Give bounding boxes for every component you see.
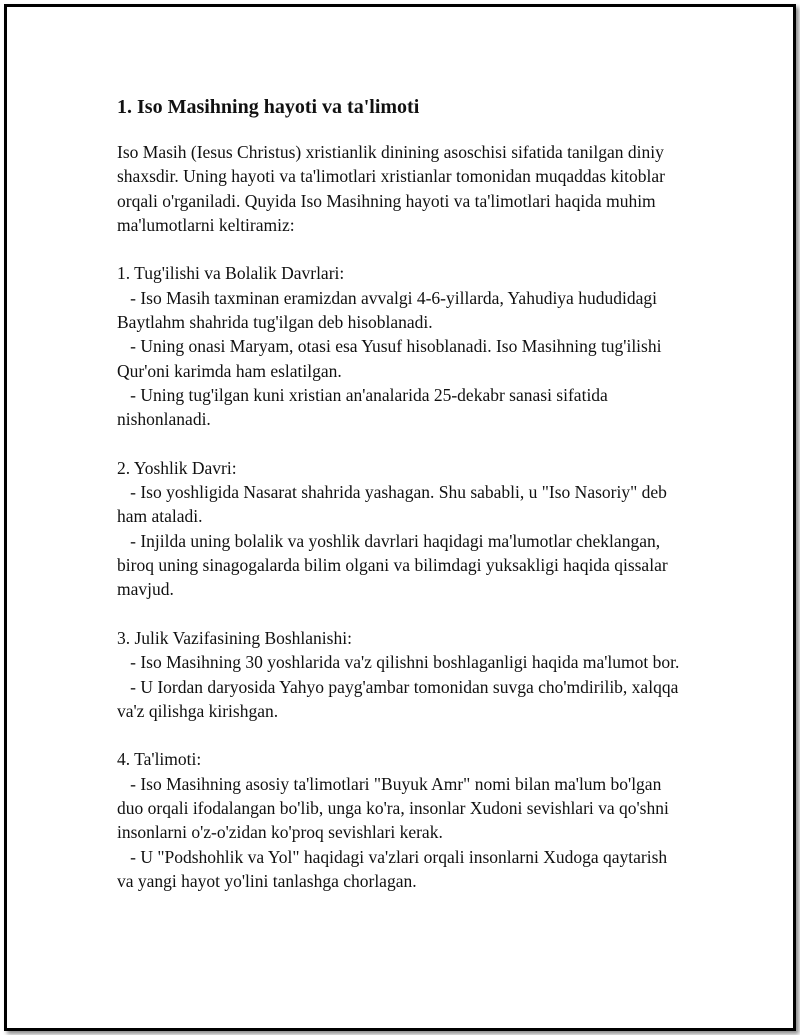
document-title: 1. Iso Masihning hayoti va ta'limoti <box>117 96 420 118</box>
bullet-item: - Iso Masihning asosiy ta'limotlari "Buyuk Amr" nomi bilan ma'lum bo'lgan duo orqali ifodalangan bo'lib, unga ko'ra, insonlar Xudoni sevishlari va qo'shni insonlarni o'z-o'zidan ko'proq sevishlari kerak. <box>117 773 674 843</box>
bullet-item: - Iso Masih taxminan eramizdan avvalgi 4-6-yillarda, Yahudiya hududidagi Baytlahm shahrida tug'ilgan deb hisoblanadi. <box>117 287 662 333</box>
bullet-item: - Uning tug'ilgan kuni xristian an'analarida 25-dekabr sanasi sifatida nishonlanadi. <box>117 384 613 430</box>
bullet-item: - Iso yoshligida Nasarat shahrida yashagan. Shu sababli, u "Iso Nasoriy" deb ham ataladi. <box>117 482 672 527</box>
intro-paragraph: Iso Masih (Iesus Christus) xristianlik dinining asoschisi sifatida tanilgan diniy shaxsdir. Uning hayoti va ta'limotlari xristianlar tomonidan muqaddas kitoblar orqali o'rganiladi. Quyida Iso Masihning hayoti va ta'limotlari haqida muhim ma'lumotlarni keltiramiz: <box>117 142 665 235</box>
bullet-item: - Uning onasi Maryam, otasi esa Yusuf hisoblanadi. Iso Masihning tug'ilishi Qur'oni karimda ham eslatilgan. <box>117 336 666 381</box>
bullet-item: - U Iordan daryosida Yahyo payg'ambar tomonidan suvga cho'mdirilib, xalqqa va'z qilishga kirishgan. <box>117 676 683 721</box>
section-ministry <box>117 626 687 723</box>
bullet-item: - Injilda uning bolalik va yoshlik davrlari haqidagi ma'lumotlar cheklangan, biroq uning sinagogalarda bilim olgani va bilimdagi yuksakligi haqida qissalar mavjud. <box>117 530 673 600</box>
section-heading: 2. Yoshlik Davri: <box>117 457 237 478</box>
section-teachings <box>117 747 687 893</box>
document-body <box>117 94 687 893</box>
section-youth <box>117 456 687 602</box>
bullet-item: - U "Podshohlik va Yol" haqidagi va'zlari orqali insonlarni Xudoga qaytarish va yangi hayot yo'lini tanlashga chorlagan. <box>117 846 672 891</box>
section-heading: 3. Julik Vazifasining Boshlanishi: <box>117 627 352 648</box>
section-heading: 4. Ta'limoti: <box>117 749 202 770</box>
bullet-item: - Iso Masihning 30 yoshlarida va'z qilishni boshlaganligi haqida ma'lumot bor. <box>117 652 680 673</box>
section-birth <box>117 261 687 431</box>
section-heading: 1. Tug'ilishi va Bolalik Davrlari: <box>117 263 345 284</box>
